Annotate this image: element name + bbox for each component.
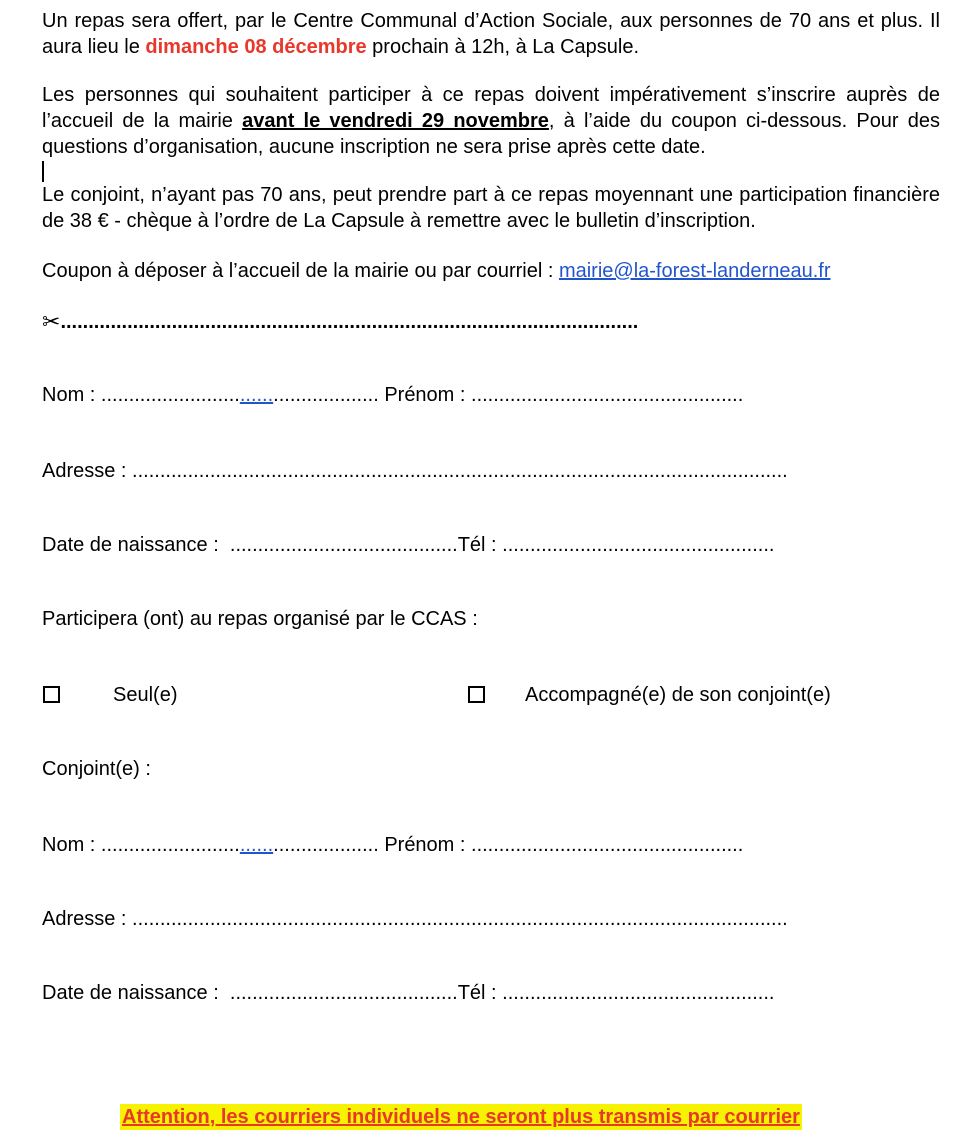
checkbox-alone[interactable]: [43, 686, 60, 703]
email-link[interactable]: mairie@la-forest-landerneau.fr: [558, 260, 831, 282]
option-with-spouse-label: Accompagné(e) de son conjoint(e): [525, 684, 831, 706]
spouse-tel-field[interactable]: .................................................: [502, 982, 775, 1004]
cut-line: [42, 308, 638, 335]
registration-deadline: avant le vendredi 29 novembre: [242, 110, 549, 132]
intro-paragraph-meal: [42, 8, 940, 60]
intro-text-1a: Un repas sera offert, par le Centre Communal d’Action Sociale, aux personnes de 70 ans et plus. Il aura lieu le: [42, 10, 940, 58]
spouse-dob-field[interactable]: .........................................: [229, 982, 458, 1004]
meal-date: dimanche 08 décembre: [145, 36, 367, 58]
intro-text-1b: prochain à 12h, à La Capsule.: [366, 36, 640, 58]
text-cursor: [42, 161, 44, 182]
spouse-prenom-label: Prénom :: [384, 834, 472, 856]
tel-field[interactable]: .................................................: [502, 534, 775, 556]
spouse-adresse-label: Adresse :: [42, 908, 133, 930]
nom-field-end[interactable]: ...................: [273, 384, 385, 406]
dob-field[interactable]: .........................................: [229, 534, 458, 556]
prenom-label: Prénom :: [384, 384, 472, 406]
spouse-nom-field-end[interactable]: ...................: [273, 834, 385, 856]
spouse-address-row: [42, 906, 788, 932]
intro-text-2a: Les personnes qui souhaitent participer à ce repas doivent impérativement s’inscrire auprès de l’accueil de la mairie: [42, 84, 940, 132]
participation-question: Participera (ont) au repas organisé par le CCAS :: [42, 608, 478, 630]
spouse-dob-row: [42, 980, 774, 1006]
spouse-prenom-field[interactable]: .................................................: [471, 834, 744, 856]
nom-label: Nom :: [42, 384, 101, 406]
scissors-icon: ✂: [42, 309, 61, 334]
option-alone-label: Seul(e): [113, 684, 178, 706]
spouse-nom-field-marked: ......: [239, 834, 274, 856]
participant-dob-row: [42, 532, 774, 558]
dob-label: Date de naissance :: [42, 534, 230, 556]
spouse-heading: Conjoint(e) :: [42, 758, 151, 780]
adresse-field[interactable]: ......................................................................................................................: [132, 460, 788, 482]
spouse-name-row: [42, 832, 743, 858]
checkbox-with-spouse[interactable]: [468, 686, 485, 703]
intro-paragraph-spouse: Le conjoint, n’ayant pas 70 ans, peut prendre part à ce repas moyennant une participation financière de 38 € - chèque à l’ordre de La Capsule à remettre avec le bulletin d’inscription.: [42, 184, 940, 232]
participant-name-row: [42, 382, 743, 408]
spouse-dob-label: Date de naissance :: [42, 982, 230, 1004]
coupon-instructions-text: Coupon à déposer à l’accueil de la mairie ou par courriel :: [42, 260, 559, 282]
tel-label: Tél :: [457, 534, 503, 556]
spouse-nom-field[interactable]: .........................: [100, 834, 240, 856]
prenom-field[interactable]: .................................................: [471, 384, 744, 406]
warning-banner: Attention, les courriers individuels ne seront plus transmis par courrier: [122, 1106, 800, 1128]
cut-line-dots: ........................................................................................................: [60, 311, 639, 333]
nom-field-marked: ......: [239, 384, 274, 406]
participant-address-row: [42, 458, 788, 484]
spouse-adresse-field[interactable]: ......................................................................................................................: [132, 908, 788, 930]
adresse-label: Adresse :: [42, 460, 133, 482]
intro-paragraph-registration: [42, 82, 940, 160]
intro-text-2b: , à l’aide du coupon ci-dessous. Pour des questions d’organisation, aucune inscription ne sera prise après cette date.: [42, 110, 941, 158]
spouse-tel-label: Tél :: [457, 982, 503, 1004]
nom-field[interactable]: .........................: [100, 384, 240, 406]
spouse-nom-label: Nom :: [42, 834, 101, 856]
coupon-instructions: [42, 258, 940, 284]
